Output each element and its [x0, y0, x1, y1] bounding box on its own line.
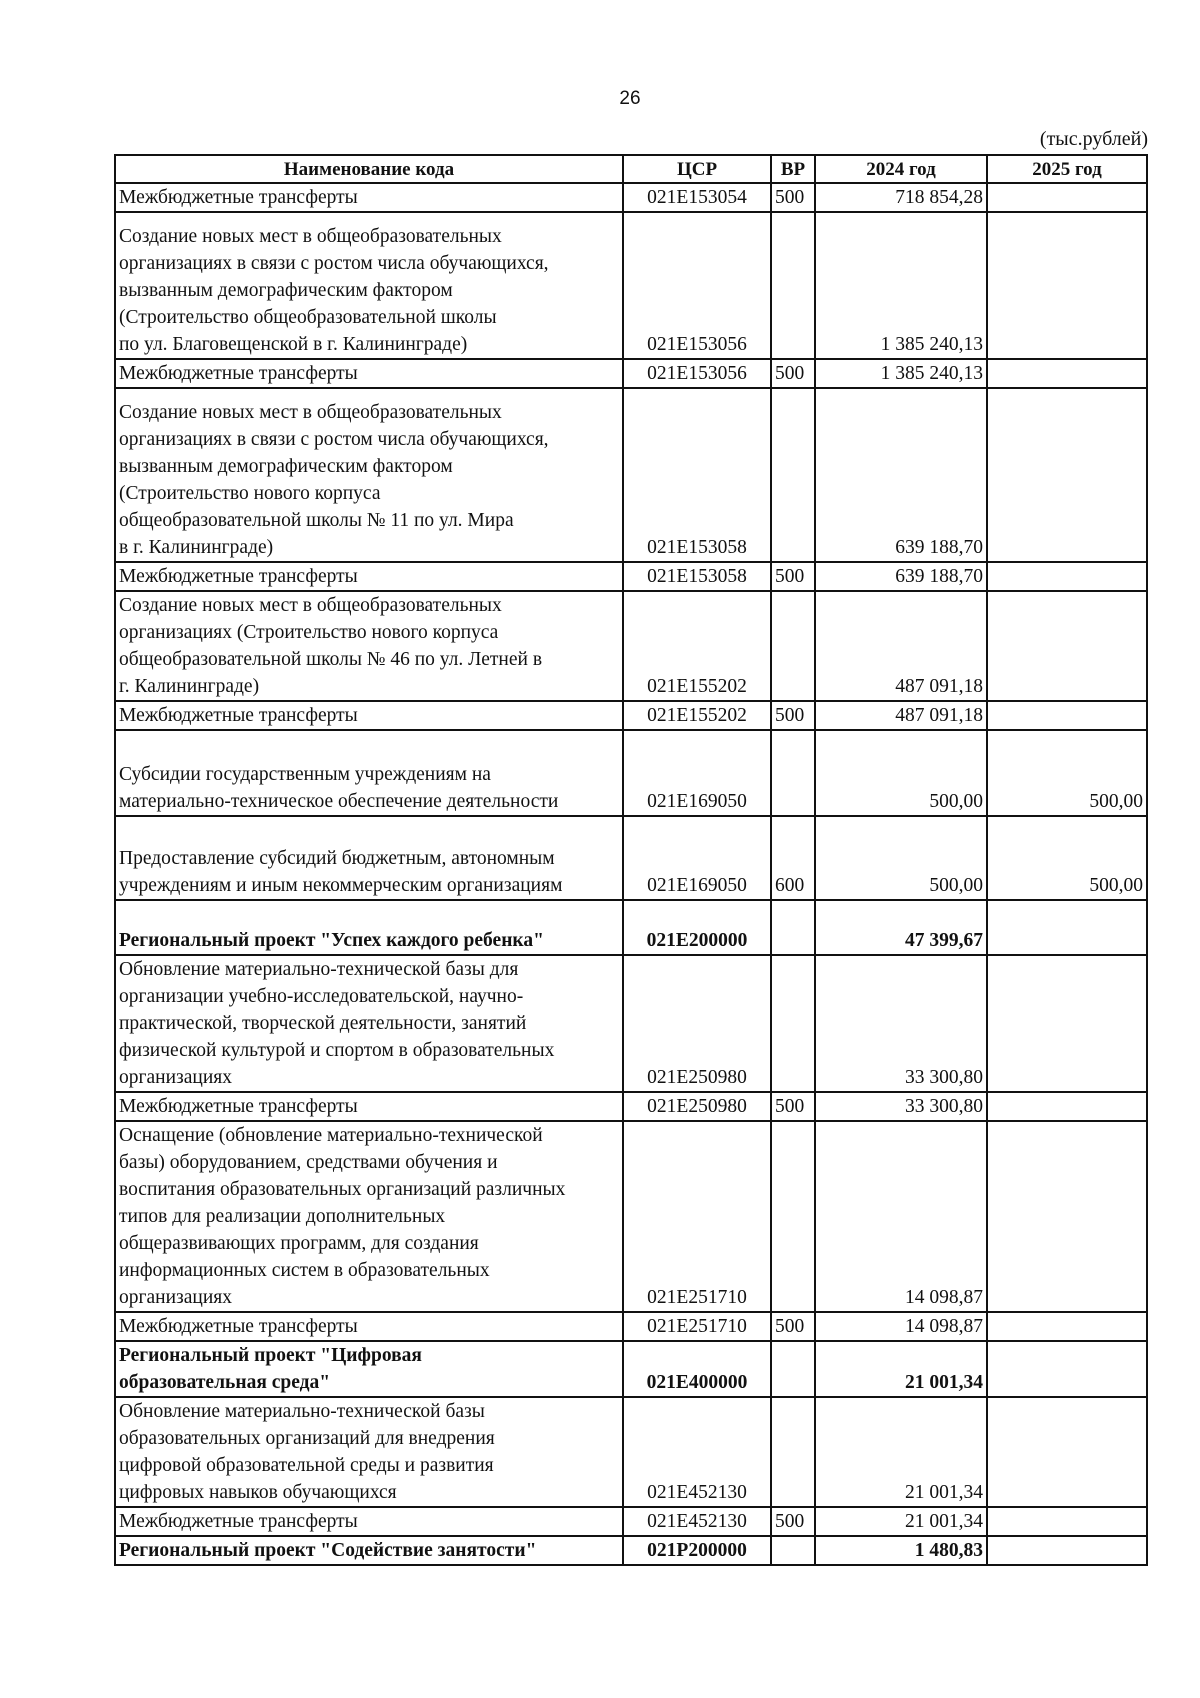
row-csr: 021E153056 — [623, 212, 771, 359]
row-vr — [771, 591, 815, 701]
row-csr: 021E169050 — [623, 730, 771, 816]
row-csr: 021E452130 — [623, 1507, 771, 1536]
row-2024: 47 399,67 — [815, 900, 987, 955]
row-csr: 021E200000 — [623, 900, 771, 955]
row-2024: 1 480,83 — [815, 1536, 987, 1565]
row-name: Межбюджетные трансферты — [115, 359, 623, 388]
row-2024: 1 385 240,13 — [815, 212, 987, 359]
row-2025 — [987, 1092, 1147, 1121]
row-name: Обновление материально-технической базы образовательных организаций для внедрения цифровой образовательной среды и развития цифровых навыков обучающихся — [115, 1397, 623, 1507]
row-vr: 500 — [771, 1312, 815, 1341]
row-2024: 1 385 240,13 — [815, 359, 987, 388]
row-vr — [771, 1341, 815, 1397]
row-name: Межбюджетные трансферты — [115, 183, 623, 212]
row-csr: 021E153058 — [623, 562, 771, 591]
row-name: Обновление материально-технической базы для организации учебно-исследовательской, научно- практической, творческой деятельности, занятий физической культурой и спортом в образовательных организациях — [115, 955, 623, 1092]
row-csr: 021E155202 — [623, 701, 771, 730]
row-name: Предоставление субсидий бюджетным, автономным учреждениям и иным некоммерческим организациям — [115, 816, 623, 900]
table-row — [115, 1397, 1147, 1507]
row-name: Межбюджетные трансферты — [115, 1507, 623, 1536]
row-2025 — [987, 1397, 1147, 1507]
row-vr: 500 — [771, 183, 815, 212]
row-vr — [771, 1397, 815, 1507]
row-vr — [771, 388, 815, 562]
row-2025: 500,00 — [987, 816, 1147, 900]
row-csr: 021E250980 — [623, 955, 771, 1092]
row-name: Субсидии государственным учреждениям на материально-техническое обеспечение деятельности — [115, 730, 623, 816]
row-csr: 021E251710 — [623, 1312, 771, 1341]
row-2024: 639 188,70 — [815, 388, 987, 562]
row-name: Оснащение (обновление материально-технической базы) оборудованием, средствами обучения и воспитания образовательных организаций различных типов для реализации дополнительных общеразвивающих программ, для создания информационных систем в образовательных организациях — [115, 1121, 623, 1312]
row-2024: 33 300,80 — [815, 1092, 987, 1121]
row-vr: 500 — [771, 359, 815, 388]
row-2025: 500,00 — [987, 730, 1147, 816]
row-csr: 021E153054 — [623, 183, 771, 212]
row-2025 — [987, 388, 1147, 562]
row-2025 — [987, 359, 1147, 388]
row-2024: 14 098,87 — [815, 1121, 987, 1312]
table-row — [115, 701, 1147, 730]
row-2024: 21 001,34 — [815, 1397, 987, 1507]
row-vr — [771, 730, 815, 816]
table-row — [115, 816, 1147, 900]
table-row — [115, 212, 1147, 359]
row-vr — [771, 1536, 815, 1565]
table-row — [115, 1536, 1147, 1565]
row-name: Региональный проект "Цифровая образовательная среда" — [115, 1341, 623, 1397]
row-vr: 600 — [771, 816, 815, 900]
row-name: Межбюджетные трансферты — [115, 1092, 623, 1121]
table-header-row — [115, 155, 1147, 183]
row-2025 — [987, 183, 1147, 212]
row-csr: 021E155202 — [623, 591, 771, 701]
row-2024: 14 098,87 — [815, 1312, 987, 1341]
row-vr — [771, 1121, 815, 1312]
header-2024: 2024 год — [815, 155, 987, 183]
row-2025 — [987, 701, 1147, 730]
table-row — [115, 1121, 1147, 1312]
row-2024: 21 001,34 — [815, 1507, 987, 1536]
table-row — [115, 1507, 1147, 1536]
table-row — [115, 183, 1147, 212]
row-vr: 500 — [771, 701, 815, 730]
row-2025 — [987, 212, 1147, 359]
row-2025 — [987, 1312, 1147, 1341]
row-2025 — [987, 562, 1147, 591]
row-vr: 500 — [771, 1092, 815, 1121]
row-2024: 500,00 — [815, 816, 987, 900]
page-number: 26 — [619, 88, 641, 109]
row-2024: 500,00 — [815, 730, 987, 816]
budget-table — [114, 154, 1148, 1566]
row-2025 — [987, 1507, 1147, 1536]
header-vr: ВР — [771, 155, 815, 183]
row-2024: 21 001,34 — [815, 1341, 987, 1397]
row-2025 — [987, 955, 1147, 1092]
row-csr: 021P200000 — [623, 1536, 771, 1565]
header-2025: 2025 год — [987, 155, 1147, 183]
table-row — [115, 1341, 1147, 1397]
row-vr: 500 — [771, 1507, 815, 1536]
table-row — [115, 730, 1147, 816]
header-csr: ЦСР — [623, 155, 771, 183]
table-row — [115, 359, 1147, 388]
row-csr: 021E452130 — [623, 1397, 771, 1507]
row-2025 — [987, 900, 1147, 955]
row-name: Межбюджетные трансферты — [115, 562, 623, 591]
row-name: Региональный проект "Успех каждого ребенка" — [115, 900, 623, 955]
row-csr: 021E250980 — [623, 1092, 771, 1121]
row-name: Создание новых мест в общеобразовательных организациях (Строительство нового корпуса общеобразовательной школы № 46 по ул. Летней в г. Калининграде) — [115, 591, 623, 701]
row-name: Межбюджетные трансферты — [115, 701, 623, 730]
row-csr: 021E153058 — [623, 388, 771, 562]
header-name: Наименование кода — [115, 155, 623, 183]
row-2024: 487 091,18 — [815, 591, 987, 701]
row-csr: 021E400000 — [623, 1341, 771, 1397]
table-row — [115, 1092, 1147, 1121]
table-row — [115, 1312, 1147, 1341]
row-2025 — [987, 1121, 1147, 1312]
table-row — [115, 562, 1147, 591]
row-csr: 021E169050 — [623, 816, 771, 900]
row-vr: 500 — [771, 562, 815, 591]
units-label: (тыс.рублей) — [1039, 128, 1148, 150]
table-row — [115, 591, 1147, 701]
table-row — [115, 900, 1147, 955]
table-row — [115, 388, 1147, 562]
row-2025 — [987, 1341, 1147, 1397]
row-name: Создание новых мест в общеобразовательных организациях в связи с ростом числа обучающихся, вызванным демографическим фактором (Строительство нового корпуса общеобразовательной школы № 11 по ул. Мира в г. Калининграде) — [115, 388, 623, 562]
row-2025 — [987, 1536, 1147, 1565]
table-row — [115, 955, 1147, 1092]
row-name: Создание новых мест в общеобразовательных организациях в связи с ростом числа обучающихся, вызванным демографическим фактором (Строительство общеобразовательной школы по ул. Благовещенской в г. Калининграде) — [115, 212, 623, 359]
row-2024: 639 188,70 — [815, 562, 987, 591]
row-csr: 021E153056 — [623, 359, 771, 388]
row-name: Региональный проект "Содействие занятости" — [115, 1536, 623, 1565]
row-2024: 33 300,80 — [815, 955, 987, 1092]
row-vr — [771, 212, 815, 359]
row-name: Межбюджетные трансферты — [115, 1312, 623, 1341]
row-csr: 021E251710 — [623, 1121, 771, 1312]
row-2024: 718 854,28 — [815, 183, 987, 212]
row-vr — [771, 900, 815, 955]
row-vr — [771, 955, 815, 1092]
row-2025 — [987, 591, 1147, 701]
row-2024: 487 091,18 — [815, 701, 987, 730]
